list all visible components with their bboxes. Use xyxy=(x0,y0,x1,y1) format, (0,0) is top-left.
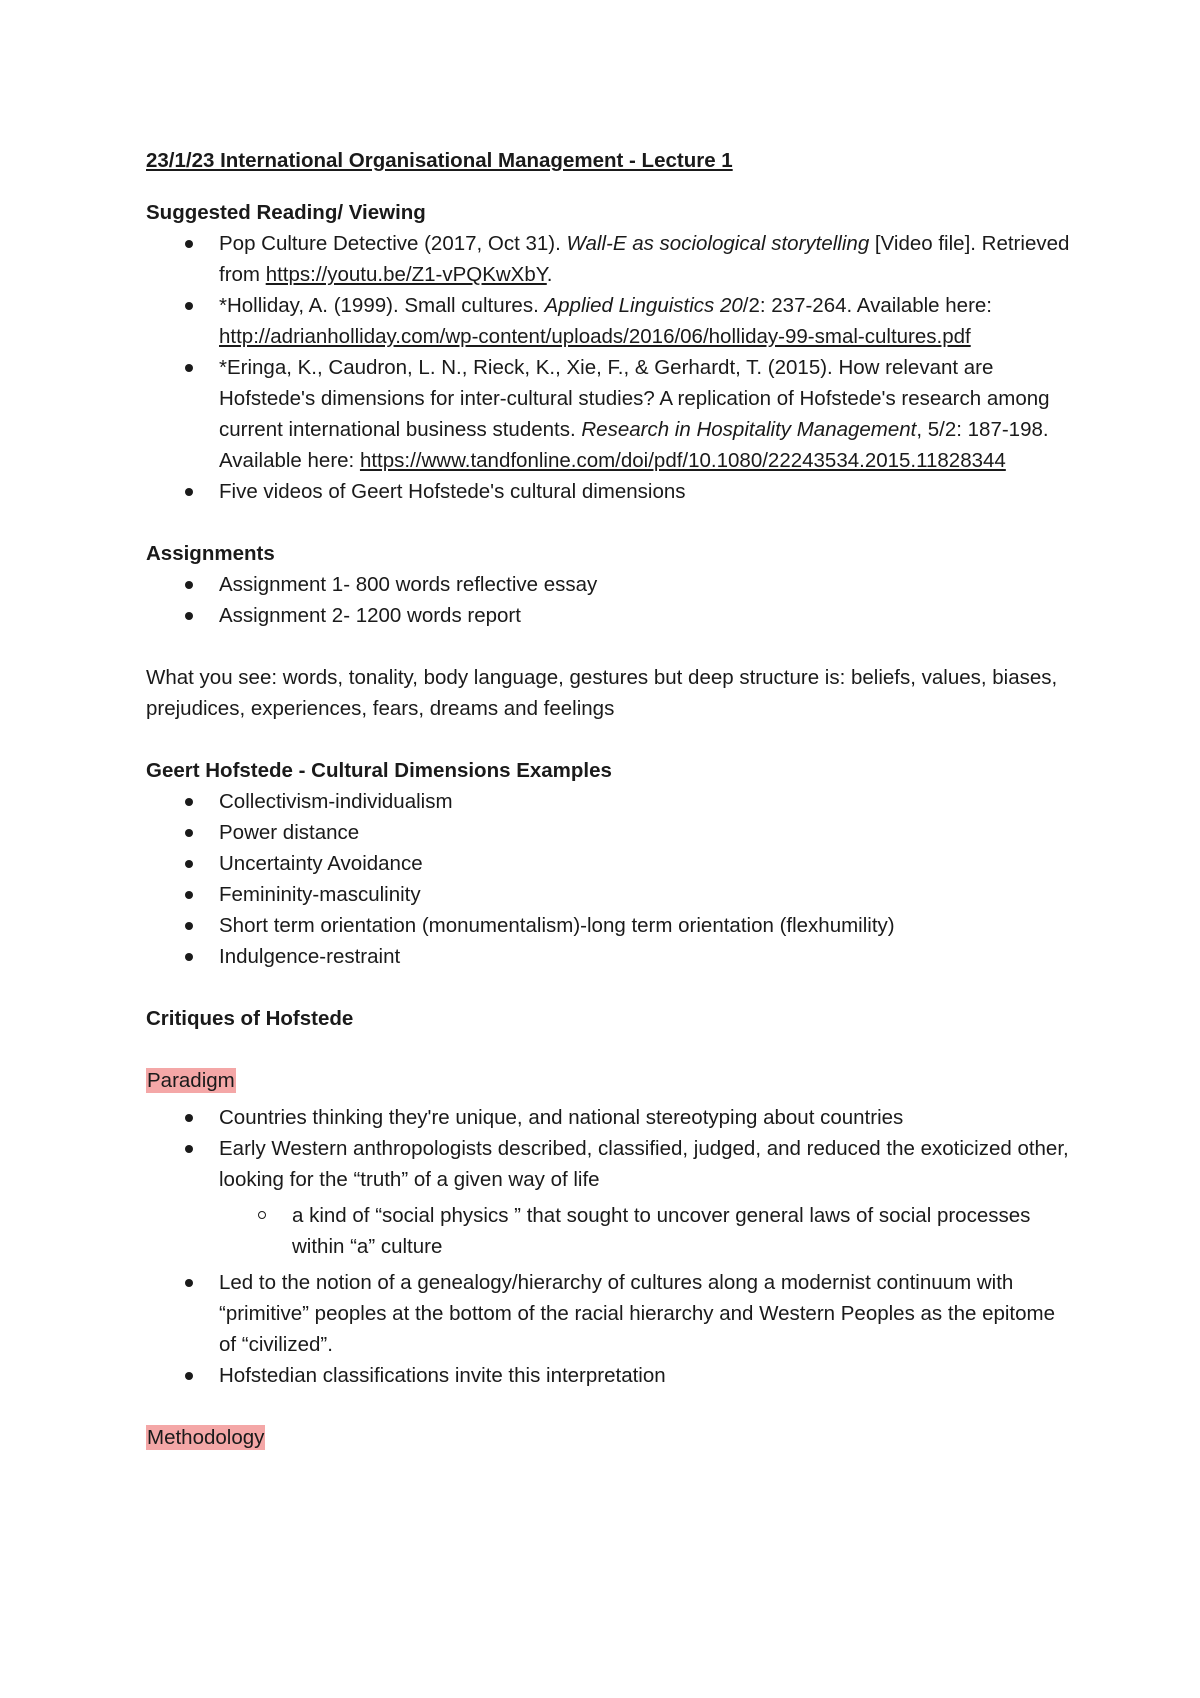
paradigm-item: Led to the notion of a genealogy/hierarchy of cultures along a modernist continuum with “primitive” peoples at the bottom of the racial hierarchy and Western Peoples as the epitome of “civilized”. xyxy=(146,1267,1076,1360)
assignments-heading: Assignments xyxy=(146,542,275,565)
journal-title: Research in Hospitality Management xyxy=(581,418,917,441)
holliday-pdf-link[interactable]: http://adrianholliday.com/wp-content/uploads/2016/06/holliday-99-smal-cultures.pdf xyxy=(219,325,971,348)
paradigm-sub-item: a kind of “social physics ” that sought to uncover general laws of social processes within “a” culture xyxy=(146,1200,1076,1262)
dimensions-heading: Geert Hofstede - Cultural Dimensions Examples xyxy=(146,759,612,782)
assignment-item: Assignment 1- 800 words reflective essay xyxy=(146,569,1076,600)
paradigm-label-row xyxy=(146,1065,1076,1096)
methodology-label-row xyxy=(146,1422,1076,1453)
tandfonline-link[interactable]: https://www.tandfonline.com/doi/pdf/10.1080/22243534.2015.11828344 xyxy=(359,449,1006,472)
reading-item: *Holliday, A. (1999). Small cultures. Applied Linguistics 20/2: 237-264. Available here: http://adrianholliday.com/wp-content/uploads/2016/06/holliday-99-smal-cultures.pdf xyxy=(146,290,1076,352)
document-content xyxy=(146,145,1076,1453)
lecture-title: 23/1/23 International Organisational Management - Lecture 1 xyxy=(146,149,733,172)
reading-list xyxy=(146,228,1076,507)
reading-item: Five videos of Geert Hofstede's cultural dimensions xyxy=(146,476,1076,507)
paradigm-item: Hofstedian classifications invite this interpretation xyxy=(146,1360,1076,1391)
what-you-see-paragraph: What you see: words, tonality, body language, gestures but deep structure is: beliefs, values, biases, prejudices, experiences, fears, dreams and feelings xyxy=(146,666,1058,720)
assignments-list xyxy=(146,569,1076,631)
methodology-label: Methodology xyxy=(147,1426,265,1449)
dimension-item: Collectivism-individualism xyxy=(146,786,1076,817)
reading-item: *Eringa, K., Caudron, L. N., Rieck, K., Xie, F., & Gerhardt, T. (2015). How relevant are Hofstede's dimensions for inter-cultural studies? A replication of Hofstede's research among current international business students. Research in Hospitality Management, 5/2: 187-198. Available here: https://www.tandfonline.com/doi/pdf/10.1080/22243534.2015.11828344 xyxy=(146,352,1076,476)
journal-title: Applied Linguistics 20 xyxy=(544,294,743,317)
youtube-link[interactable]: https://youtu.be/Z1-vPQKwXbY xyxy=(265,263,547,286)
dimension-item: Short term orientation (monumentalism)-long term orientation (flexhumility) xyxy=(146,910,1076,941)
dimension-item: Femininity-masculinity xyxy=(146,879,1076,910)
paradigm-item: Countries thinking they're unique, and national stereotyping about countries xyxy=(146,1102,1076,1133)
reading-heading: Suggested Reading/ Viewing xyxy=(146,201,426,224)
paradigm-list xyxy=(146,1102,1076,1391)
reading-item: Pop Culture Detective (2017, Oct 31). Wall-E as sociological storytelling [Video file]. Retrieved from https://youtu.be/Z1-vPQKwXbY. xyxy=(146,228,1076,290)
critiques-heading: Critiques of Hofstede xyxy=(146,1007,354,1030)
assignment-item: Assignment 2- 1200 words report xyxy=(146,600,1076,631)
dimension-item: Indulgence-restraint xyxy=(146,941,1076,972)
paradigm-label: Paradigm xyxy=(147,1069,235,1092)
paradigm-item: Early Western anthropologists described, classified, judged, and reduced the exoticized other, looking for the “truth” of a given way of life xyxy=(146,1133,1076,1195)
dimensions-list xyxy=(146,786,1076,972)
dimension-item: Power distance xyxy=(146,817,1076,848)
reading-title: Wall-E as sociological storytelling xyxy=(566,232,870,255)
dimension-item: Uncertainty Avoidance xyxy=(146,848,1076,879)
